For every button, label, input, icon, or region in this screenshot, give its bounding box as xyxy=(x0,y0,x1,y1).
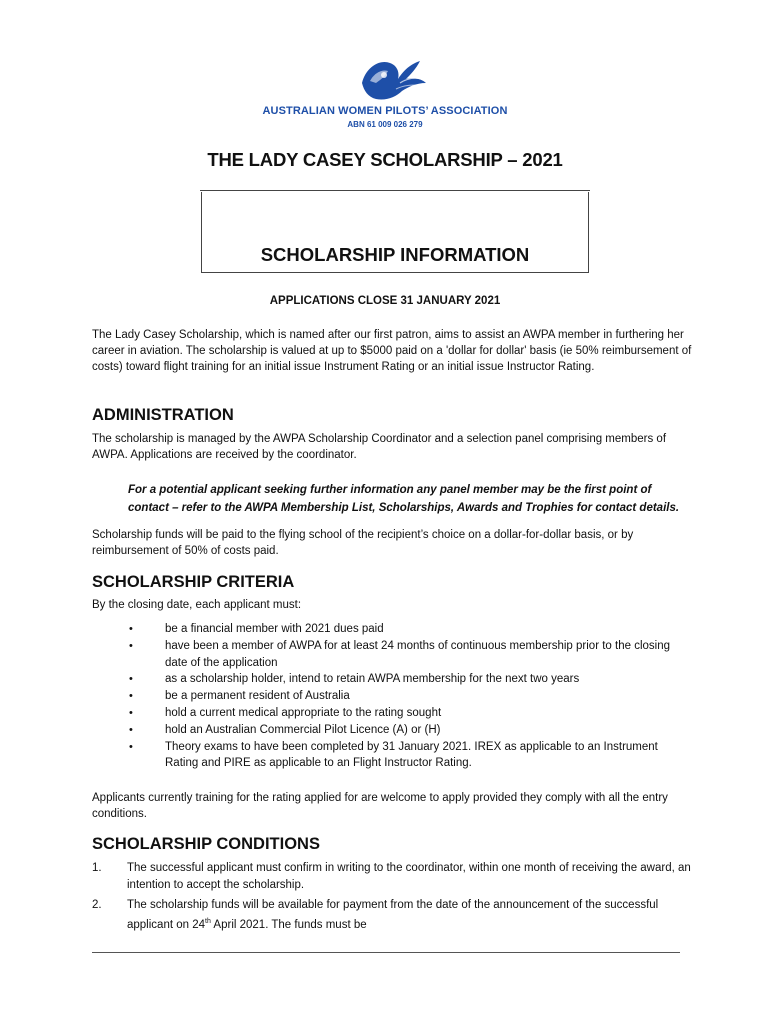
list-item: • as a scholarship holder, intend to retain AWPA membership for the next two years xyxy=(92,671,692,688)
criteria-heading: SCHOLARSHIP CRITERIA xyxy=(92,573,295,591)
list-item: • have been a member of AWPA for at least 24 months of continuous membership prior to the closing date of the application xyxy=(129,639,670,669)
bullet-icon: • xyxy=(129,723,133,736)
list-item: • be a financial member with 2021 dues paid xyxy=(92,621,692,638)
applications-close-notice: APPLICATIONS CLOSE 31 JANUARY 2021 xyxy=(269,295,501,307)
condition-item xyxy=(92,897,692,933)
bullet-icon: • xyxy=(129,740,133,753)
condition-text: The scholarship funds will be available for payment from the date of the announcement of the successful applicant on 24th April 2021. The funds must be xyxy=(127,899,659,931)
list-item: • hold a current medical appropriate to the rating sought xyxy=(92,705,692,722)
bullet-icon: • xyxy=(129,623,133,635)
administration-heading: ADMINISTRATION xyxy=(92,406,234,424)
condition-item xyxy=(92,860,692,893)
footer-divider xyxy=(92,952,680,953)
title-divider xyxy=(200,190,590,191)
document-title: THE LADY CASEY SCHOLARSHIP – 2021 xyxy=(207,149,563,170)
criteria-lead: By the closing date, each applicant must: xyxy=(92,599,302,611)
list-item: • be a permanent resident of Australia xyxy=(92,688,692,705)
payment-paragraph: Scholarship funds will be paid to the flying school of the recipient’s choice on a dollar-for-dollar basis, or by reimbursement of 50% of costs paid. xyxy=(92,529,634,557)
administration-contact-note: For a potential applicant seeking further information any panel member may be the first point of contact – refer to the AWPA Membership List, Scholarships, Awards and Trophies for contact details. xyxy=(128,483,680,514)
winged-figure-logo-icon xyxy=(356,53,428,105)
bullet-icon: • xyxy=(129,690,133,703)
bullet-icon: • xyxy=(129,639,133,652)
abn-number: ABN 61 009 026 279 xyxy=(347,120,423,129)
condition-number: 2. xyxy=(92,899,102,911)
info-box-heading: SCHOLARSHIP INFORMATION xyxy=(260,244,530,265)
list-item: • Theory exams to have been completed by 31 January 2021. IREX as applicable to an Instrument Rating and PIRE as applicable to an Flight Instructor Rating. xyxy=(129,740,658,770)
intro-paragraph: The Lady Casey Scholarship, which is named after our first patron, aims to assist an AWPA member in furthering her career in aviation. The scholarship is valued at up to $5000 paid on a 'dollar for dollar' basis (ie 50% reimbursement of costs) toward flight training for an initial issue Instrument Rating or an initial issue Instructor Rating. xyxy=(92,329,692,373)
criteria-list xyxy=(92,621,692,772)
org-name: AUSTRALIAN WOMEN PILOTS’ ASSOCIATION xyxy=(262,105,508,117)
bullet-icon: • xyxy=(129,673,133,686)
criteria-note: Applicants currently training for the rating applied for are welcome to apply provided they comply with all the entry conditions. xyxy=(92,792,668,820)
condition-text: The successful applicant must confirm in writing to the coordinator, within one month of receiving the award, an intention to accept the scholarship. xyxy=(127,862,691,891)
administration-paragraph: The scholarship is managed by the AWPA Scholarship Coordinator and a selection panel comprising members of AWPA. Applications are received by the coordinator. xyxy=(92,433,667,461)
list-item: • hold an Australian Commercial Pilot Licence (A) or (H) xyxy=(92,722,692,739)
bullet-icon: • xyxy=(129,706,133,719)
conditions-heading: SCHOLARSHIP CONDITIONS xyxy=(92,835,320,853)
condition-number: 1. xyxy=(92,862,102,874)
